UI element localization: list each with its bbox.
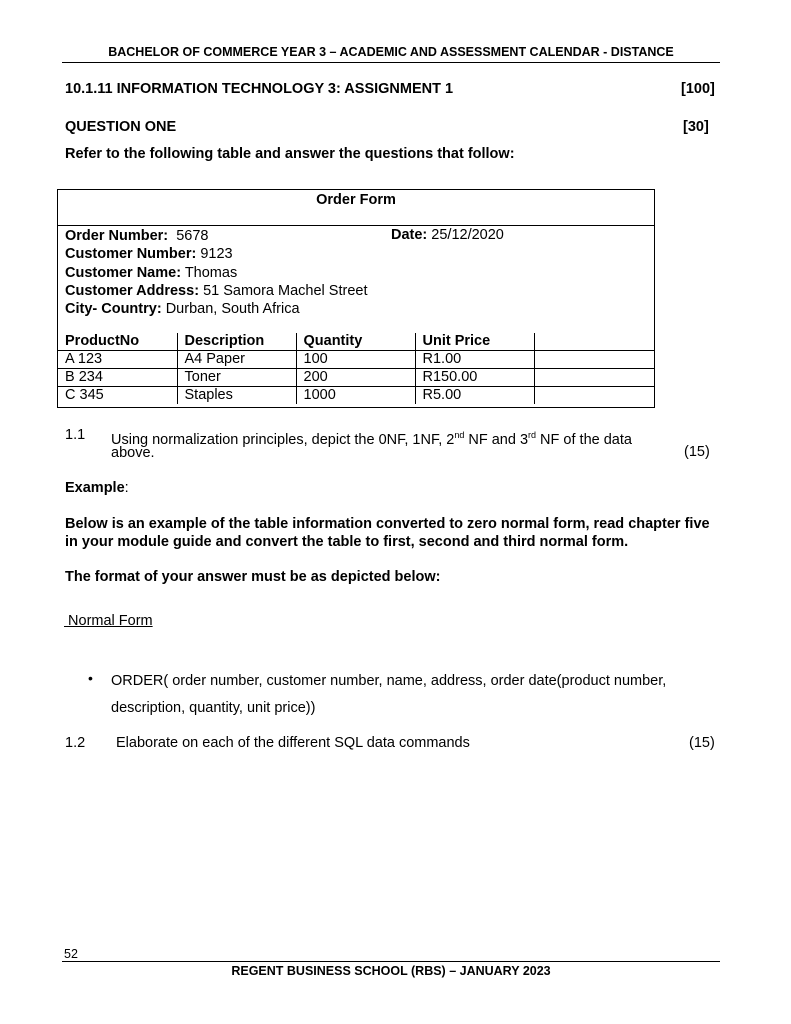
- products-header-row: [58, 333, 654, 351]
- city-country-line: [65, 300, 367, 318]
- question-heading: QUESTION ONE: [65, 119, 177, 135]
- q1-1-marks: (15): [684, 444, 710, 460]
- table-cell: Toner: [177, 369, 296, 387]
- table-row: [58, 369, 654, 387]
- example-format-line: The format of your answer must be as depicted below:: [65, 569, 441, 585]
- customer-address-label: Customer Address:: [65, 282, 200, 299]
- order-number-line: [65, 227, 367, 245]
- header-rule: [62, 62, 720, 63]
- example-colon: :: [124, 480, 129, 496]
- table-cell: [534, 351, 654, 369]
- customer-number-line: [65, 245, 367, 263]
- normal-form-example-line2: description, quantity, unit price)): [111, 700, 316, 716]
- example-paragraph: Below is an example of the table information converted to zero normal form, read chapter five in your module guide and convert the table to first, second and third normal form.: [65, 516, 710, 550]
- table-cell: [534, 369, 654, 387]
- customer-name-line: [65, 264, 367, 282]
- normal-form-example: [111, 668, 721, 722]
- bullet-icon: •: [88, 670, 93, 686]
- customer-address-line: [65, 282, 367, 300]
- customer-name-value: Thomas: [184, 264, 238, 281]
- q1-1-text-part1: Using normalization principles, depict the 0NF, 1NF, 2: [111, 431, 455, 448]
- section-marks: [100]: [681, 81, 715, 97]
- example-heading: [65, 480, 129, 496]
- column-header: Quantity: [296, 333, 415, 351]
- page-number: 52: [64, 947, 78, 961]
- order-number-value: 5678: [176, 228, 209, 244]
- q1-1-text-part3: NF of the data: [536, 431, 632, 448]
- table-row: [58, 351, 654, 369]
- column-header: Unit Price: [415, 333, 534, 351]
- table-cell: R1.00: [415, 351, 534, 369]
- footer-rule: [62, 961, 720, 962]
- table-cell: R150.00: [415, 369, 534, 387]
- table-cell: 1000: [296, 387, 415, 405]
- q1-1-number: 1.1: [65, 427, 86, 443]
- table-row: [58, 387, 654, 405]
- order-form-title: Order Form: [316, 192, 396, 208]
- column-header: [534, 333, 654, 351]
- running-header: BACHELOR OF COMMERCE YEAR 3 – ACADEMIC AND ASSESSMENT CALENDAR - DISTANCE: [108, 45, 674, 59]
- question-marks: [30]: [683, 119, 709, 135]
- city-country-label: City- Country:: [65, 301, 162, 318]
- q1-1-text-line2: above.: [111, 445, 155, 461]
- table-cell: B 234: [58, 369, 177, 387]
- q1-1-text: [111, 426, 691, 449]
- city-country-value: Durban, South Africa: [165, 301, 300, 318]
- table-cell: A4 Paper: [177, 351, 296, 369]
- table-cell: Staples: [177, 387, 296, 405]
- section-heading: 10.1.11 INFORMATION TECHNOLOGY 3: ASSIGNMENT 1: [65, 81, 454, 97]
- q1-2-text: Elaborate on each of the different SQL data commands: [116, 735, 470, 751]
- q1-1-text-part2: NF and 3: [464, 431, 529, 448]
- order-form-title-divider: [58, 225, 654, 226]
- customer-address-value: 51 Samora Machel Street: [203, 282, 368, 299]
- q1-1-sup-nd: nd: [454, 430, 465, 440]
- q1-2-marks: (15): [689, 735, 715, 751]
- table-cell: 100: [296, 351, 415, 369]
- table-cell: C 345: [58, 387, 177, 405]
- order-date-line: [391, 227, 504, 243]
- table-cell: A 123: [58, 351, 177, 369]
- order-form-table: [57, 189, 655, 408]
- customer-number-label: Customer Number:: [65, 246, 197, 263]
- customer-name-label: Customer Name:: [65, 264, 182, 281]
- table-cell: [534, 387, 654, 405]
- column-header: ProductNo: [58, 333, 177, 351]
- date-value: 25/12/2020: [431, 227, 504, 243]
- example-label: Example: [65, 480, 125, 496]
- question-instruction: Refer to the following table and answer the questions that follow:: [65, 146, 515, 162]
- customer-number-value: 9123: [200, 246, 233, 263]
- running-footer: REGENT BUSINESS SCHOOL (RBS) – JANUARY 2023: [231, 964, 551, 978]
- q1-2-number: 1.2: [65, 735, 86, 751]
- normal-form-example-line1: ORDER( order number, customer number, name, address, order date(product number,: [111, 673, 667, 689]
- products-grid: [58, 333, 654, 404]
- order-number-label: Order Number:: [65, 228, 169, 244]
- normal-form-label: Normal Form: [64, 613, 153, 629]
- date-label: Date:: [391, 227, 428, 243]
- column-header: Description: [177, 333, 296, 351]
- table-cell: R5.00: [415, 387, 534, 405]
- q1-1-sup-rd: rd: [528, 430, 537, 440]
- table-cell: 200: [296, 369, 415, 387]
- order-form-details: [65, 227, 367, 318]
